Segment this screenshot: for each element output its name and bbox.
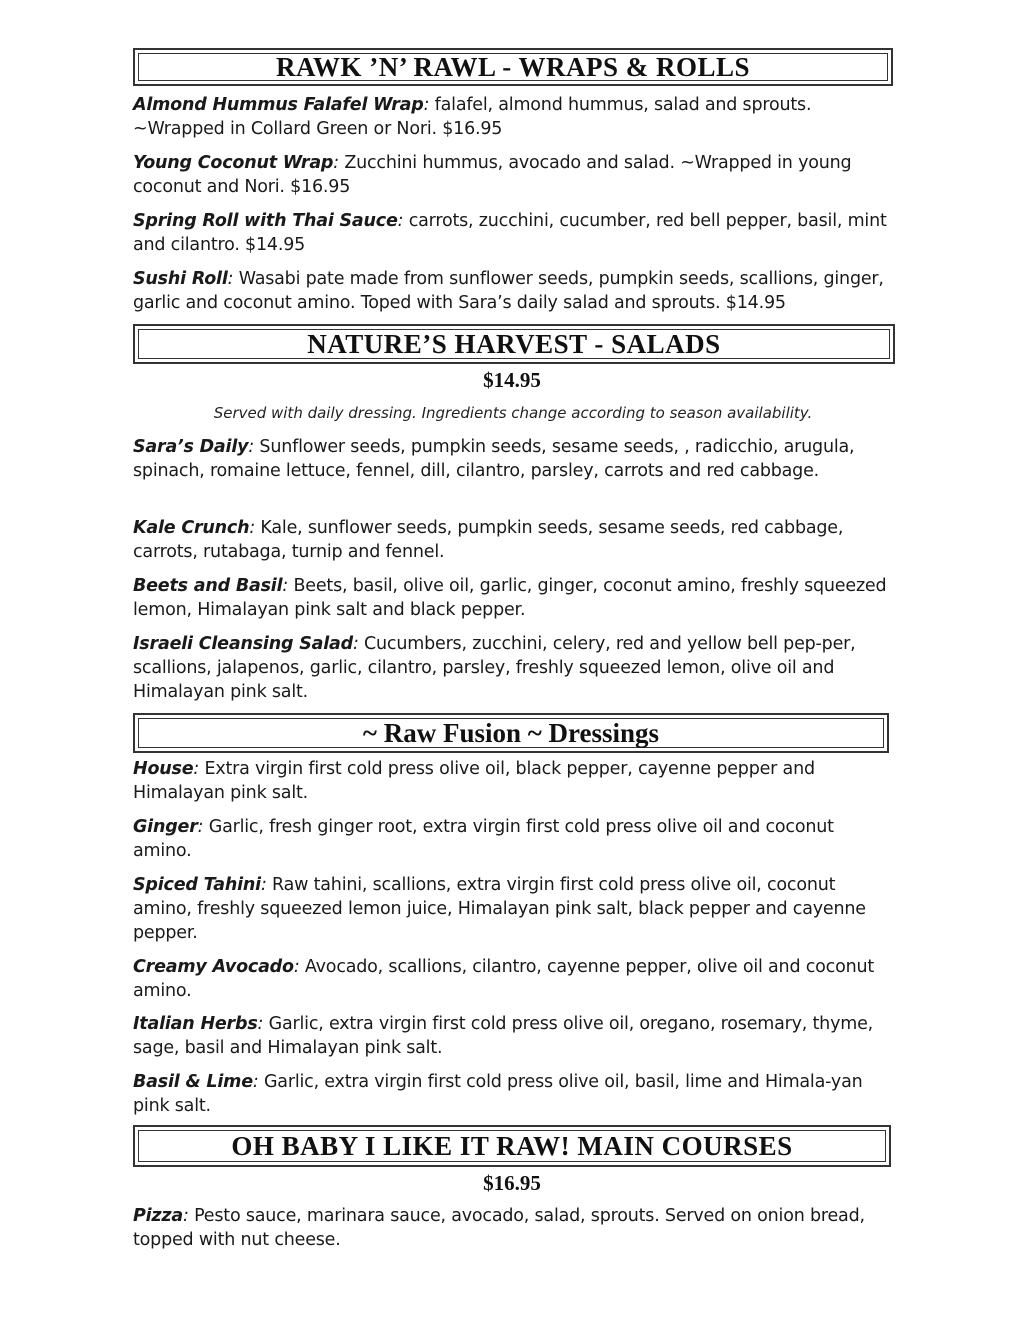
menu-item [133, 209, 893, 257]
menu-item [133, 1012, 893, 1060]
item-description: Sunflower seeds, pumpkin seeds, sesame seeds, , radicchio, arugula, spinach, romaine lettuce, fennel, dill, cilantro, parsley, carrots and red cabbage. [133, 437, 855, 481]
item-description: Pesto sauce, marinara sauce, avocado, salad, sprouts. Served on onion bread, topped with nut cheese. [133, 1206, 865, 1250]
salads-section-header [133, 324, 895, 364]
salads-price: $14.95 [483, 368, 541, 392]
item-separator: : [193, 759, 200, 779]
item-separator: : [227, 269, 234, 289]
menu-item [133, 516, 893, 564]
menu-item [133, 93, 893, 141]
item-name: Young Coconut Wrap [133, 153, 334, 173]
mains-section-header [133, 1125, 891, 1167]
item-separator: : [352, 634, 359, 654]
item-description: Kale, sunflower seeds, pumpkin seeds, sesame seeds, red cabbage, carrots, rutabaga, turnip and fennel. [133, 518, 844, 562]
item-separator: : [282, 576, 289, 596]
item-description: Beets, basil, olive oil, garlic, ginger, coconut amino, freshly squeezed lemon, Himalayan pink salt and black pepper. [133, 576, 887, 620]
menu-item [133, 955, 893, 1003]
item-separator: : [423, 95, 430, 115]
item-name: Beets and Basil [133, 576, 283, 596]
item-description: Zucchini hummus, avocado and salad. ~Wrapped in young coconut and Nori. $16.95 [133, 153, 852, 197]
item-separator: : [249, 518, 256, 538]
dressings-section-title: ~ Raw Fusion ~ Dressings [362, 717, 660, 748]
mains-price: $16.95 [483, 1171, 541, 1195]
wraps-header-inner [138, 53, 888, 81]
item-name: Kale Crunch [133, 518, 250, 538]
item-separator: : [248, 437, 255, 457]
menu-item [133, 574, 893, 622]
item-separator: : [260, 875, 267, 895]
menu-item [133, 632, 893, 704]
item-name: Ginger [133, 817, 198, 837]
menu-item [133, 151, 893, 199]
salads-header-inner [138, 329, 890, 359]
item-separator: : [333, 153, 339, 173]
item-name: Spiced Tahini [133, 875, 261, 895]
item-description: carrots, zucchini, cucumber, red bell pepper, basil, mint and cilantro. $14.95 [133, 211, 887, 255]
item-name: Pizza [133, 1206, 184, 1226]
menu-item [133, 267, 893, 315]
menu-item [133, 1204, 893, 1252]
item-description: Garlic, fresh ginger root, extra virgin first cold press olive oil and coconut amino. [133, 817, 834, 861]
item-separator: : [257, 1014, 264, 1034]
item-description: Avocado, scallions, cilantro, cayenne pepper, olive oil and coconut amino. [133, 957, 875, 1001]
menu-item [133, 1070, 893, 1118]
item-name: Israeli Cleansing Salad [133, 634, 353, 654]
menu-item [133, 435, 893, 483]
item-separator: : [183, 1206, 189, 1226]
item-name: Basil & Lime [133, 1072, 253, 1092]
item-separator: : [293, 957, 300, 977]
salads-note: Served with daily dressing. Ingredients change according to season availability. [213, 404, 813, 422]
menu-item [133, 815, 893, 863]
dressings-section-header [133, 713, 889, 753]
item-description: Garlic, extra virgin first cold press olive oil, oregano, rosemary, thyme, sage, basil and Himalayan pink salt. [133, 1014, 874, 1058]
item-description: Extra virgin first cold press olive oil, black pepper, cayenne pepper and Himalayan pink salt. [133, 759, 815, 803]
item-name: House [133, 759, 194, 779]
item-name: Sushi Roll [133, 269, 228, 289]
item-name: Creamy Avocado [133, 957, 294, 977]
item-name: Sara’s Daily [133, 437, 249, 457]
item-description: Wasabi pate made from sunflower seeds, pumpkin seeds, scallions, ginger, garlic and coconut amino. Toped with Sara’s daily salad and sprouts. $14.95 [133, 269, 884, 313]
salads-section-title: NATURE’S HARVEST - SALADS [307, 328, 721, 359]
item-description: Garlic, extra virgin first cold press olive oil, basil, lime and Himala-yan pink salt. [133, 1072, 863, 1116]
menu-item [133, 873, 893, 945]
item-separator: : [397, 211, 404, 231]
item-name: Spring Roll with Thai Sauce [133, 211, 398, 231]
item-separator: : [252, 1072, 259, 1092]
item-separator: : [197, 817, 204, 837]
wraps-section-title: RAWK ’N’ RAWL - WRAPS & ROLLS [275, 51, 751, 82]
item-description: Cucumbers, zucchini, celery, red and yellow bell pep-per, scallions, jalapenos, garlic, cilantro, parsley, freshly squeezed lemon, olive oil and Himalayan pink salt. [133, 634, 856, 702]
item-description: Raw tahini, scallions, extra virgin first cold press olive oil, coconut amino, freshly squeezed lemon juice, Himalayan pink salt, black pepper and cayenne pepper. [133, 875, 866, 943]
menu-item [133, 757, 893, 805]
wraps-section-header [133, 48, 893, 86]
item-name: Almond Hummus Falafel Wrap [133, 95, 424, 115]
dressings-header-inner [138, 718, 884, 748]
item-description: falafel, almond hummus, salad and sprouts. ~Wrapped in Collard Green or Nori. $16.95 [133, 95, 812, 139]
mains-header-inner [138, 1130, 886, 1162]
mains-section-title: OH BABY I LIKE IT RAW! MAIN COURSES [231, 1130, 793, 1161]
item-name: Italian Herbs [133, 1014, 258, 1034]
